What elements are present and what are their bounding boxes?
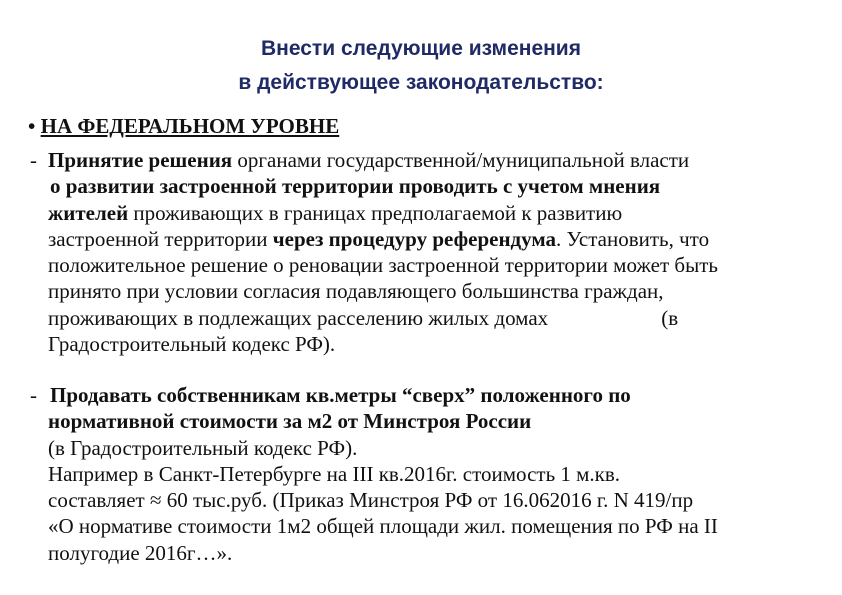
- item-2-line-4: Например в Санкт-Петербурге на III кв.2016г. стоимость 1 м.кв.: [48, 461, 621, 486]
- slide-title: [0, 32, 842, 100]
- section-heading-text: НА ФЕДЕРАЛЬНОМ УРОВНЕ: [40, 114, 340, 138]
- item-1-line-1: Принятие решения органами государственной/муниципальной власти: [48, 148, 690, 172]
- item-2-line-5: составляет ≈ 60 тыс.руб. (Приказ Минстроя РФ от 16.062016 г. N 419/пр: [48, 488, 694, 513]
- item-2-line-3: (в Градостроительный кодекс РФ).: [48, 435, 358, 460]
- item-2-dash: -: [30, 383, 37, 407]
- title-line-2: в действующее законодательство:: [238, 71, 604, 94]
- item-2-line-1: Продавать собственникам кв.метры “сверх” положенного по: [50, 383, 631, 407]
- item-2-line-7: полугодие 2016г…».: [48, 540, 233, 565]
- item-2-line-6: «О нормативе стоимости 1м2 общей площади жил. помещения по РФ на II: [48, 514, 718, 539]
- item-1-dash: -: [30, 148, 37, 172]
- section-heading: [28, 112, 339, 140]
- title-line-1: Внести следующие изменения: [261, 37, 581, 60]
- list-item-2: [30, 382, 830, 566]
- item-1-line-5: положительное решение о реновации застроенной территории может быть: [48, 253, 718, 278]
- item-1-line-6: принято при условии согласия подавляющего большинства граждан,: [48, 279, 664, 304]
- item-1-line-2: о развитии застроенной территории проводить с учетом мнения: [50, 174, 661, 199]
- item-1-line-3: жителей проживающих в границах предполагаемой к развитию: [48, 200, 623, 225]
- item-1-line-4: застроенной территории через процедуру референдума. Установить, что: [48, 226, 710, 251]
- item-1-line-8: Градостроительный кодекс РФ).: [48, 332, 336, 357]
- item-1-line-7: проживающих в подлежащих расселению жилых домах (в: [48, 305, 679, 330]
- list-item-1: [30, 147, 830, 357]
- bullet: •: [28, 114, 36, 138]
- item-2-line-2: нормативной стоимости за м2 от Минстроя России: [48, 409, 532, 434]
